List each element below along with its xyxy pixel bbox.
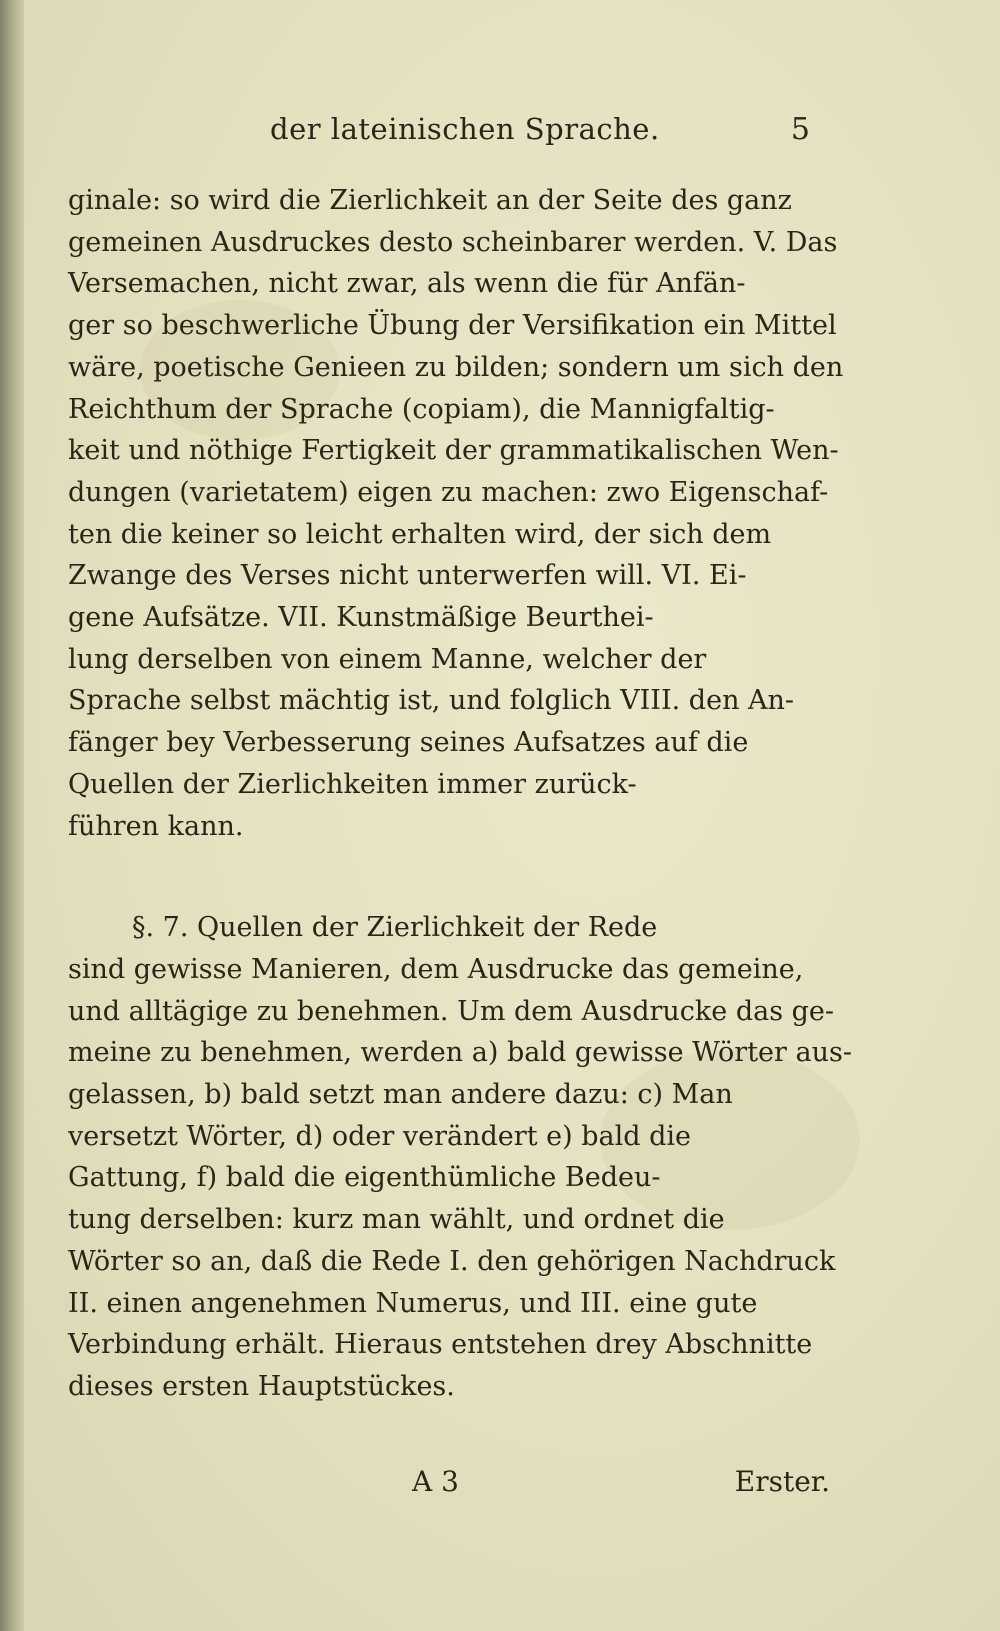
text-line: gelassen, b) bald setzt man andere dazu: c) Man <box>68 1079 733 1111</box>
text-line: Sprache selbst mächtig ist, und folglich VIII. den An- <box>68 685 795 717</box>
text-line: Reichthum der Sprache (copiam), die Mannigfaltig- <box>68 393 775 425</box>
body-text <box>68 180 852 1408</box>
text-line: Versemachen, nicht zwar, als wenn die für Anfän- <box>68 268 746 300</box>
text-line: wäre, poetische Genieen zu bilden; sondern um sich den <box>68 351 844 383</box>
text-line: Zwange des Verses nicht unterwerfen will. VI. Ei- <box>68 560 747 592</box>
text-line: lung derselben von einem Manne, welcher der <box>68 643 707 675</box>
text-line: gemeinen Ausdruckes desto scheinbarer werden. V. Das <box>68 226 838 258</box>
text-line: ten die keiner so leicht erhalten wird, der sich dem <box>68 518 772 550</box>
page-number: 5 <box>790 112 810 147</box>
text-line: dieses ersten Hauptstückes. <box>68 1370 455 1402</box>
text-line: Verbindung erhält. Hieraus entstehen drey Abschnitte <box>68 1329 813 1361</box>
page-footer <box>400 1465 830 1505</box>
section-heading-line: §. 7. Quellen der Zierlichkeit der Rede <box>132 912 658 944</box>
catchword: Erster. <box>734 1465 830 1498</box>
page-header <box>270 112 810 152</box>
text-line: ginale: so wird die Zierlichkeit an der Seite des ganz <box>68 185 792 216</box>
paragraph <box>68 180 844 847</box>
text-line: Wörter so an, daß die Rede I. den gehörigen Nachdruck <box>68 1245 836 1277</box>
text-line: dungen (varietatem) eigen zu machen: zwo Eigenschaf- <box>68 476 829 508</box>
text-line: meine zu benehmen, werden a) bald gewisse Wörter aus- <box>68 1037 852 1069</box>
book-spine-shadow <box>0 0 24 1631</box>
text-line: und alltägige zu benehmen. Um dem Ausdrucke das ge- <box>68 995 835 1027</box>
text-line: sind gewisse Manieren, dem Ausdrucke das gemeine, <box>68 953 804 985</box>
text-line: tung derselben: kurz man wählt, und ordnet die <box>68 1204 725 1236</box>
text-line: ger so beschwerliche Übung der Versifikation ein Mittel <box>68 310 837 342</box>
text-line: II. einen angenehmen Numerus, und III. eine gute <box>68 1287 758 1319</box>
paragraph-section-7 <box>68 907 852 1407</box>
text-line: Quellen der Zierlichkeiten immer zurück- <box>68 768 637 800</box>
text-line: fänger bey Verbesserung seines Aufsatzes auf die <box>68 727 749 759</box>
text-line: Gattung, f) bald die eigenthümliche Bedeu- <box>68 1162 661 1194</box>
text-line: versetzt Wörter, d) oder verändert e) bald die <box>68 1120 692 1152</box>
running-title: der lateinischen Sprache. <box>270 112 660 146</box>
text-line: gene Aufsätze. VII. Kunstmäßige Beurthei- <box>68 602 654 634</box>
signature-mark: A 3 <box>412 1465 459 1498</box>
text-line: führen kann. <box>68 810 244 842</box>
text-line: keit und nöthige Fertigkeit der grammatikalischen Wen- <box>68 435 839 467</box>
